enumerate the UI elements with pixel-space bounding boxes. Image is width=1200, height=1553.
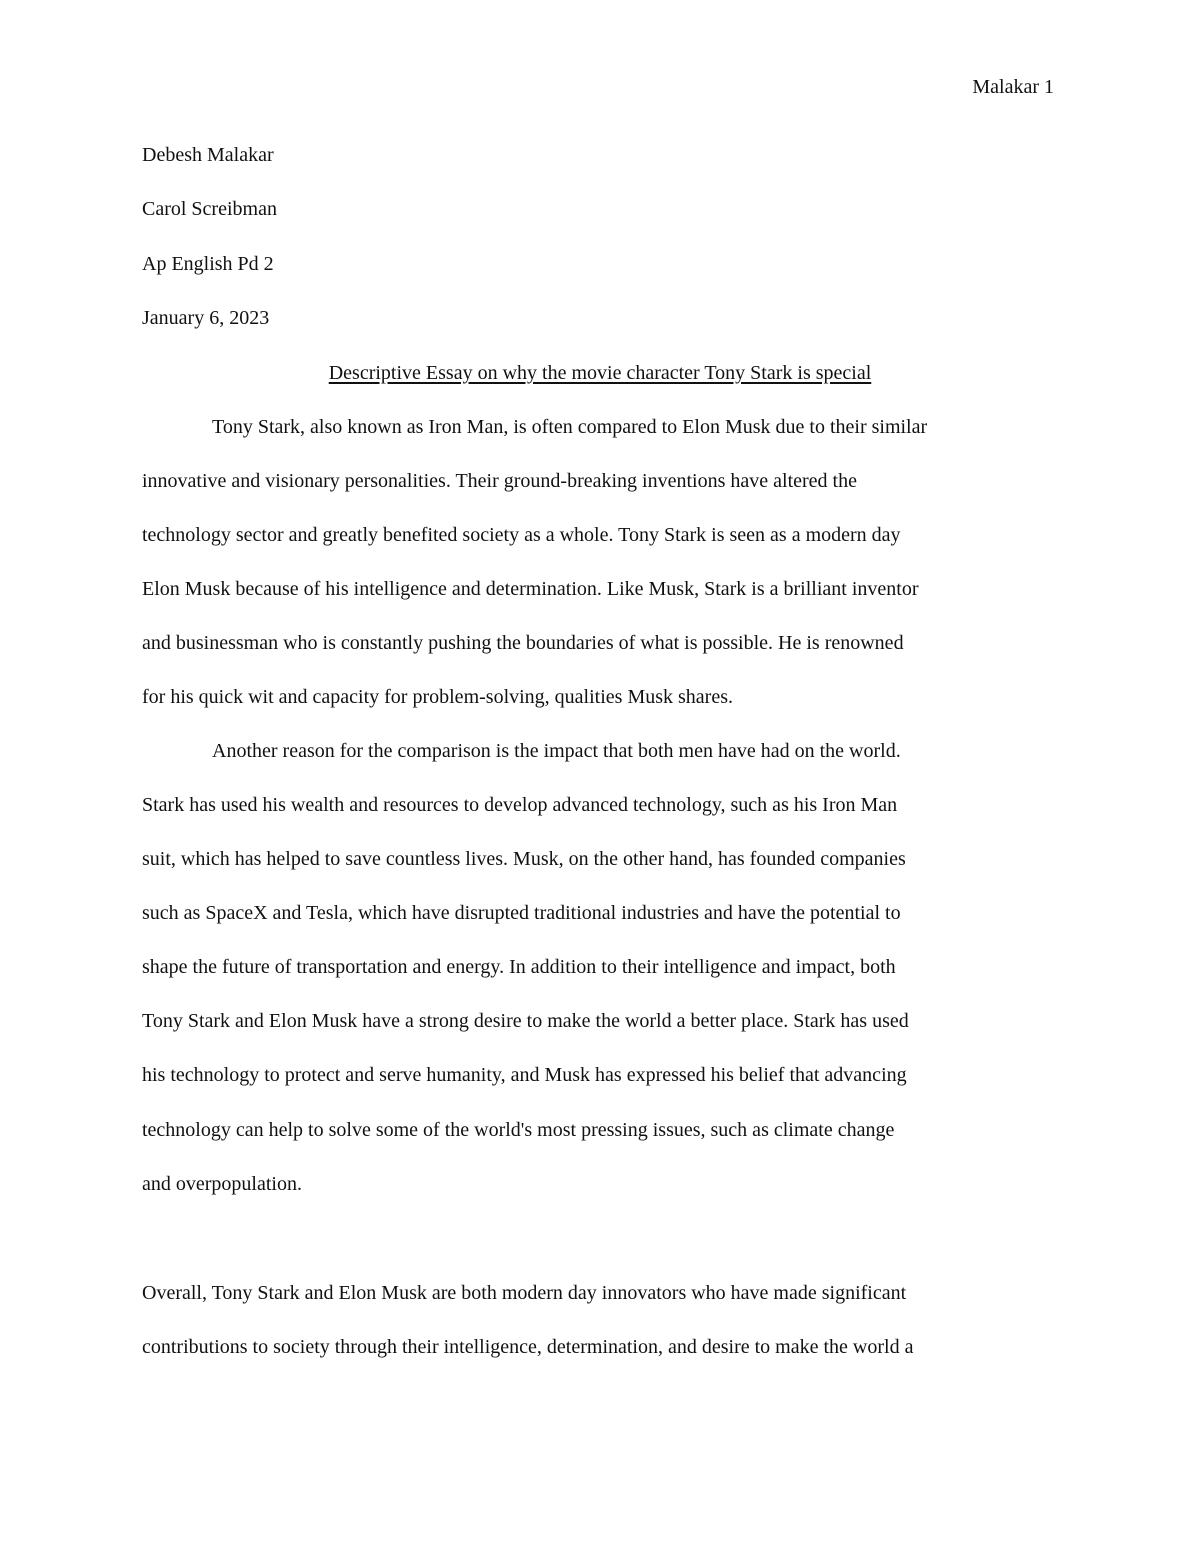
body-line: technology can help to solve some of the world's most pressing issues, such as climate change [142, 1119, 895, 1141]
body-line: technology sector and greatly benefited society as a whole. Tony Stark is seen as a modern day [142, 524, 901, 546]
body-line: shape the future of transportation and energy. In addition to their intelligence and impact, both [142, 956, 896, 978]
running-head: Malakar 1 [972, 76, 1054, 98]
essay-date: January 6, 2023 [142, 307, 270, 329]
body-line: Elon Musk because of his intelligence and determination. Like Musk, Stark is a brilliant inventor [142, 578, 919, 600]
body-line: Tony Stark and Elon Musk have a strong desire to make the world a better place. Stark has used [142, 1010, 909, 1032]
body-line: Another reason for the comparison is the impact that both men have had on the world. [212, 740, 901, 762]
body-line: contributions to society through their intelligence, determination, and desire to make the world a [142, 1336, 914, 1358]
teacher-name: Carol Screibman [142, 198, 277, 220]
body-line: and overpopulation. [142, 1173, 302, 1195]
body-line: Overall, Tony Stark and Elon Musk are both modern day innovators who have made significant [142, 1282, 907, 1304]
essay-title: Descriptive Essay on why the movie character Tony Stark is special [328, 362, 872, 384]
body-line: suit, which has helped to save countless lives. Musk, on the other hand, has founded companies [142, 848, 906, 870]
body-line: innovative and visionary personalities. Their ground-breaking inventions have altered the [142, 470, 857, 492]
body-line: Tony Stark, also known as Iron Man, is often compared to Elon Musk due to their similar [212, 416, 928, 438]
course-name: Ap English Pd 2 [142, 253, 274, 275]
body-line: Stark has used his wealth and resources to develop advanced technology, such as his Iron Man [142, 794, 898, 816]
body-line: such as SpaceX and Tesla, which have disrupted traditional industries and have the potential to [142, 902, 901, 924]
body-line: for his quick wit and capacity for problem-solving, qualities Musk shares. [142, 686, 733, 708]
body-line: and businessman who is constantly pushing the boundaries of what is possible. He is renowned [142, 632, 904, 654]
student-name: Debesh Malakar [142, 144, 274, 166]
body-line: his technology to protect and serve humanity, and Musk has expressed his belief that advancing [142, 1064, 907, 1086]
